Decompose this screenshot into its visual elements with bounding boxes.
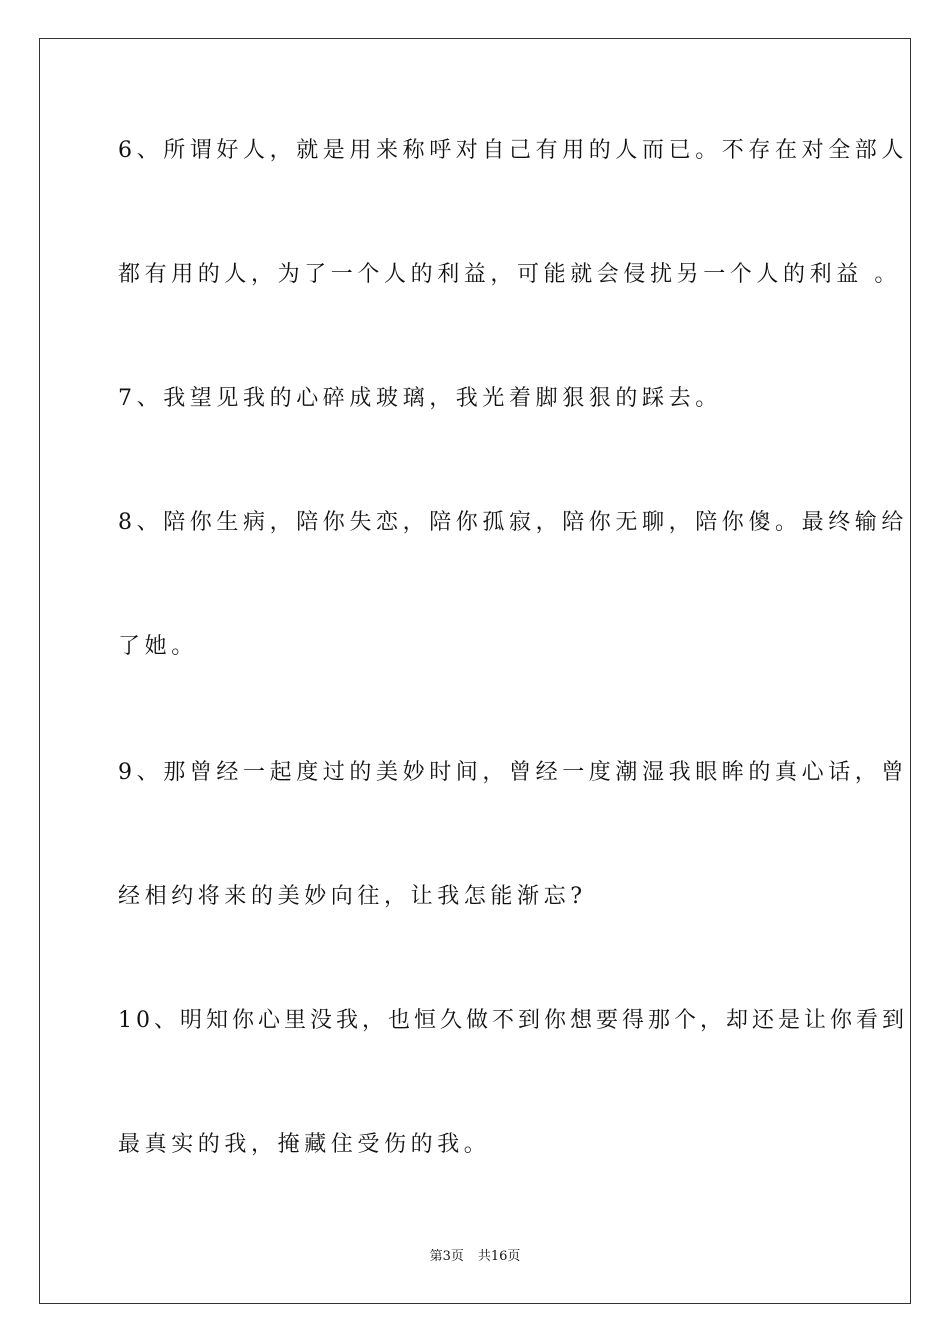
text-line: 最真实的我，掩藏住受伤的我。 xyxy=(118,1132,491,1157)
page-total: 共16页 xyxy=(477,1249,521,1264)
page-footer xyxy=(0,1248,950,1266)
text-line: 6、所谓好人，就是用来称呼对自己有用的人而已。不存在对全部人 xyxy=(118,138,908,163)
text-line: 10、明知你心里没我，也恒久做不到你想要得那个，却还是让你看到 xyxy=(118,1008,908,1033)
text-line: 8、陪你生病，陪你失恋，陪你孤寂，陪你无聊，陪你傻。最终输给 xyxy=(118,510,908,535)
text-line: 了她。 xyxy=(118,634,198,659)
text-line: 7、我望见我的心碎成玻璃，我光着脚狠狠的踩去。 xyxy=(118,386,722,411)
text-line: 都有用的人，为了一个人的利益，可能就会侵扰另一个人的利益 。 xyxy=(118,262,901,287)
text-line: 9、那曾经一起度过的美妙时间，曾经一度潮湿我眼眸的真心话，曾 xyxy=(118,760,908,785)
page-number: 第3页 xyxy=(429,1249,464,1264)
text-line: 经相约将来的美妙向往，让我怎能渐忘? xyxy=(118,884,587,909)
page-frame xyxy=(39,38,911,1304)
